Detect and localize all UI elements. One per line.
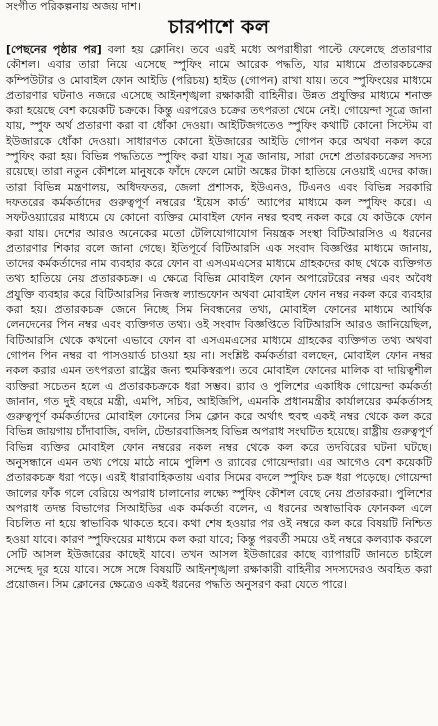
- previous-article-credit: সংগীত পরিকল্পনায় অজয় দাশ।: [6, 0, 141, 13]
- article-body: [6, 42, 432, 593]
- article-paragraph: [6, 42, 432, 593]
- article-headline: চারপাশে কল: [168, 16, 270, 38]
- article-text: বলা হয় ক্লোনিং। তবে এরই মধ্যে অপরাধীরা পাল্টে ফেলেছে প্রতারণার কৌশল। এবার তারা নিয়ে এসেছে স্পুফিং নামে আরেক পদ্ধতি, যার মাধ্যমে প্রতারকচক্রের কম্পিউটার ও মোবাইল ফোন আইডি (পরিচয়) হাইড (গোপন) রাখা যায়। তবে স্পুফিংয়ের মাধ্যমে প্রতারণার ঘটনাও নজরে এসেছে আইনশৃঙ্খলা রক্ষাকারী বাহিনীর। উন্নত প্রযুক্তির মাধ্যমে শনাক্ত করা হয়েছে বেশ কয়েকটি চক্রকে। কিন্তু এরপরেও চক্রের তৎপরতা থেমে নেই। গোয়েন্দা সূত্রে জানা যায়, স্পুফ অর্থ প্রতারণা করা বা ধোঁকা দেওয়া। আইটিজগতেও স্পুফিং কথাটি কোনো সিস্টেম বা ইউজারকে ধোঁকা দেওয়া। সাধারণত কোনো ইউজারের আইডি গোপন করে অথবা নকল করে স্পুফিং করা হয়। বিভিন্ন পদ্ধতিতে স্পুফিং করা যায়। সূত্র জানায়, সারা দেশে প্রতারকচক্রের সদস্য রয়েছে। তারা নতুন কৌশলে মানুষকে ফাঁদে ফেলে মোটা অঙ্কের টাকা হাতিয়ে নেওয়াই এদের কাজ। তারা বিভিন্ন মন্ত্রণালয়, অধিদফতর, জেলা প্রশাসক, ইউএনও, টিএনও এবং বিভিন্ন সরকারি দফতরের কর্মকর্তাদের গুরুত্বপূর্ণ নম্বরের ‘ইয়েস কার্ড’ অ্যাপের মাধ্যমে কল স্পুফিং করে। এ সফটওয়্যারের মাধ্যমে যে কোনো ব্যক্তির মোবাইল ফোন নম্বর হুবহু নকল করে যে কাউকে ফোন করা যায়। দেশের আরও অনেকের মতো টেলিযোগাযোগ নিয়ন্ত্রক সংস্থা বিটিআরসিও এ ধরনের প্রতারণার শিকার বলে জানা গেছে। ইতিপূর্বে বিটিআরসি এক সংবাদ বিজ্ঞপ্তির মাধ্যমে জানায়, তাদের কর্মকর্তাদের নাম ব্যবহার করে ফোন বা এসএমএসের মাধ্যমে গ্রাহকদের কাছ থেকে ব্যক্তিগত তথ্য হাতিয়ে নেয় প্রতারকচক্র। এ ক্ষেত্রে বিভিন্ন মোবাইল ফোন অপারেটরের নম্বর এবং অবৈধ প্রযুক্তি ব্যবহার করে বিটিআরসির নিজস্ব ল্যান্ডফোন অথবা মোবাইল ফোন নম্বর নকল করে ব্যবহার করা হয়। প্রতারকচক্র জেনে নিচ্ছে সিম নিবন্ধনের তথ্য, মোবাইল ফোনের মাধ্যমে আর্থিক লেনদেনের পিন নম্বর এবং ব্যক্তিগত তথ্য। ওই সংবাদ বিজ্ঞপ্তিতে বিটিআরসি আরও জানিয়েছিল, বিটিআরসি থেকে কখনো এভাবে ফোন বা এসএমএসের মাধ্যমে গ্রাহকের ব্যক্তিগত তথ্য অথবা গোপন পিন নম্বর বা পাসওয়ার্ড চাওয়া হয় না। সংশ্লিষ্ট কর্মকর্তারা বলছেন, মোবাইল ফোন নম্বর নকল করার এমন তৎপরতা রাষ্ট্রের জন্য হুমকিস্বরূপ। তবে মোবাইল ফোনের মালিক বা দায়িত্বশীল ব্যক্তিরা সচেতন হলে এ প্রতারকচক্রকে ধরা সম্ভব। র‌্যাব ও পুলিশের একাধিক গোয়েন্দা কর্মকর্তা জানান, গত দুই বছরে মন্ত্রী, এমপি, সচিব, আইজিপি, এমনকি প্রধানমন্ত্রীর কার্যালয়ের কর্মকর্তাসহ গুরুত্বপূর্ণ কর্মকর্তাদের মোবাইল ফোনের সিম ক্লোন করে অর্থাৎ হুবহু একই নম্বর থেকে কল করে বিভিন্ন জায়গায় চাঁদাবাজি, বদলি, টেন্ডারবাজিসহ বিভিন্ন অপরাধ সংঘটিত হয়েছে। রাষ্ট্রীয় গুরুত্বপূর্ণ বিভিন্ন ব্যক্তির মোবাইল ফোন নম্বরের নকল নম্বর থেকে কল করে তদবিরের ঘটনা ঘটছে। অনুসন্ধানে এমন তথ্য পেয়ে মাঠে নামে পুলিশ ও র‌্যাবের গোয়েন্দারা। এর আগেও বেশ কয়েকটি প্রতারকচক্র ধরা পড়ে। এরই ধারাবাহিকতায় এবার সিমের বদলে স্পুফিং চক্র ধরা পড়েছে। গোয়েন্দা জালের ফাঁক গলে বেরিয়ে অপরাধ চালানোর লক্ষ্যে স্পুফিং কৌশল বেছে নেয় প্রতারকরা। পুলিশের অপরাধ তদন্ত বিভাগের সিআইডির এক কর্মকর্তা বলেন, এ ধরনের অস্বাভাবিক ফোনকল এলে বিচলিত না হয়ে স্বাভাবিক থাকতে হবে। কথা শেষ হওয়ার পর ওই নম্বরে কল করে বিষয়টি নিশ্চিত হওয়া যাবে। কারণ স্পুফিংয়ের মাধ্যমে কল করা যাবে; কিন্তু পরবর্তী সময়ে ওই নম্বরে কলব্যাক করলে সেটি আসল ইউজারের কাছেই যাবে। তখন আসল ইউজারের কাছে ব্যাপারটি জানতে চাইলে সন্দেহ দূর হয়ে যাবে। সঙ্গে সঙ্গে বিষয়টি আইনশৃঙ্খলা রক্ষাকারী বাহিনীর সদস্যদেরও অবহিত করা প্রয়োজন। সিম ক্লোনের ক্ষেত্রেও একই ধরনের পদ্ধতি অনুসরণ করা যেতে পারে।: [6, 43, 432, 592]
- continuation-lead-in: [পেছনের পৃষ্ঠার পর]: [6, 43, 102, 56]
